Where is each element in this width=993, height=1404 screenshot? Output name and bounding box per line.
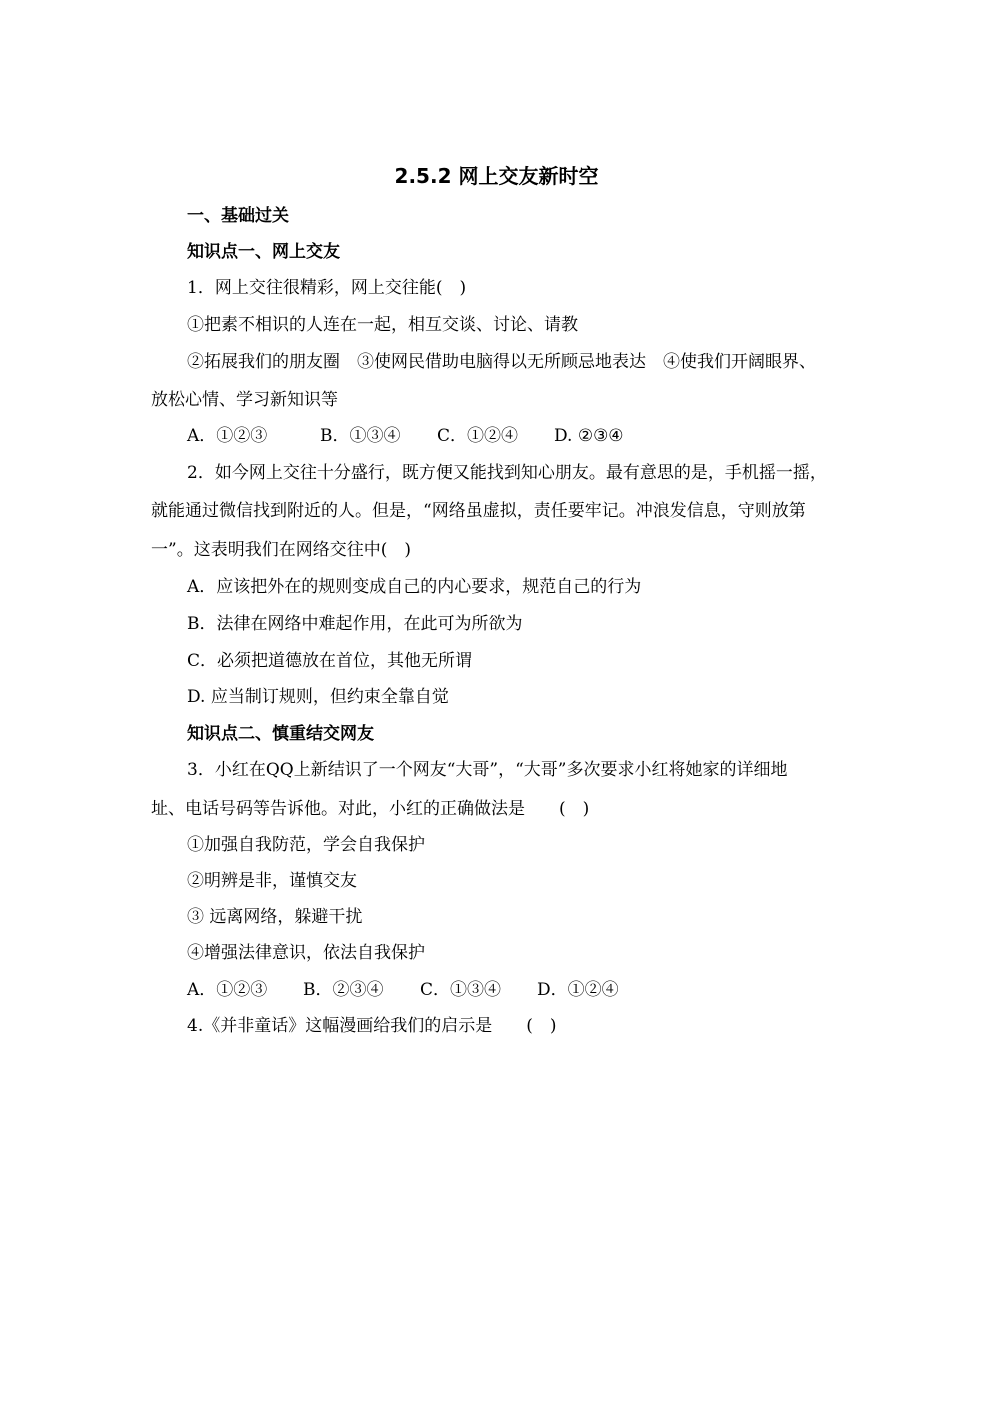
q4-stem: 4.《并非童话》这幅漫画给我们的启示是 ( ) <box>187 1016 557 1036</box>
q3-option-c: C．①③④ <box>420 980 502 1000</box>
q3-stem-line-2: 址、电话号码等告诉他。对此，小红的正确做法是 ( ) <box>151 799 590 819</box>
q2-option-a: A．应该把外在的规则变成自己的内心要求，规范自己的行为 <box>187 577 642 597</box>
knowledge-point-heading-2: 知识点二、慎重结交网友 <box>187 724 374 744</box>
q1-item-2-line-2: 放松心情、学习新知识等 <box>151 390 338 410</box>
q3-item-3: ③ 远离网络，躲避干扰 <box>187 907 363 927</box>
q3-item-4: ④增强法律意识，依法自我保护 <box>187 943 425 963</box>
q1-stem: 1．网上交往很精彩，网上交往能( ) <box>187 278 467 298</box>
q1-option-b: B．①③④ <box>320 426 401 446</box>
q3-stem-line-1: 3．小红在QQ上新结识了一个网友“大哥”，“大哥”多次要求小红将她家的详细地 <box>187 760 788 780</box>
knowledge-point-heading-1: 知识点一、网上交友 <box>187 242 340 262</box>
q2-option-b: B．法律在网络中难起作用，在此可为所欲为 <box>187 614 523 634</box>
q2-option-d: D. 应当制订规则，但约束全靠自觉 <box>187 687 449 707</box>
q1-item-1: ①把素不相识的人连在一起，相互交谈、讨论、请教 <box>187 315 578 335</box>
q1-option-a: A．①②③ <box>187 426 268 446</box>
q3-option-b: B．②③④ <box>303 980 384 1000</box>
q3-option-a: A．①②③ <box>187 980 268 1000</box>
q1-option-c: C．①②④ <box>437 426 519 446</box>
page-title: 2.5.2 网上交友新时空 <box>394 164 599 188</box>
q3-item-2: ②明辨是非，谨慎交友 <box>187 871 357 891</box>
q1-option-d: D. ②③④ <box>554 426 624 446</box>
q3-item-1: ①加强自我防范，学会自我保护 <box>187 835 425 855</box>
section-heading: 一、基础过关 <box>187 206 289 226</box>
q2-stem-line-3: 一”。这表明我们在网络交往中( ) <box>151 540 411 560</box>
q1-item-2-line-1: ②拓展我们的朋友圈 ③使网民借助电脑得以无所顾忌地表达 ④使我们开阔眼界、 <box>187 352 816 372</box>
q2-stem-line-1: 2．如今网上交往十分盛行，既方便又能找到知心朋友。最有意思的是，手机摇一摇， <box>187 463 827 483</box>
q3-option-d: D．①②④ <box>537 980 619 1000</box>
q2-stem-line-2: 就能通过微信找到附近的人。但是，“网络虽虚拟，责任要牢记。冲浪发信息，守则放第 <box>151 501 806 521</box>
q2-option-c: C．必须把道德放在首位，其他无所谓 <box>187 651 473 671</box>
